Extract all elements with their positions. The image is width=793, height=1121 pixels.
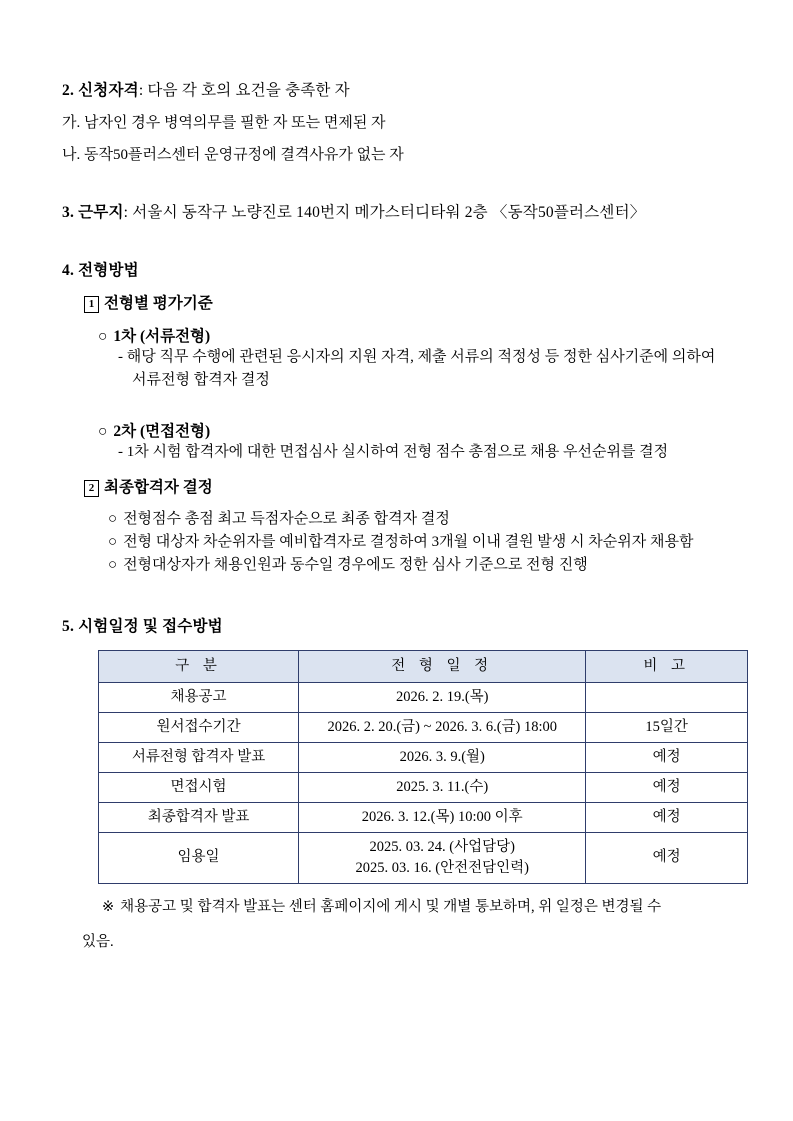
row-4-date: 2025. 3. 11.(수) <box>299 772 586 802</box>
section-workplace-number: 3. <box>62 204 75 221</box>
row-1-date: 2026. 2. 19.(목) <box>299 682 586 712</box>
section-workplace-title: 근무지 <box>78 204 124 221</box>
schedule-footnote-continued: 있음. <box>82 933 114 950</box>
box-number-2-icon: 2 <box>84 480 99 497</box>
section-qualification-subtext: : 다음 각 호의 요건을 충족한 자 <box>138 82 350 99</box>
row-6-division: 임용일 <box>99 832 299 883</box>
row-2-date: 2026. 2. 20.(금) ~ 2026. 3. 6.(금) 18:00 <box>299 712 586 742</box>
row-6-date-line-1: 2025. 03. 24. (사업담당) <box>369 838 515 855</box>
section-selection-title: 전형방법 <box>78 262 139 279</box>
circle-bullet-icon: ○ <box>108 510 118 527</box>
table-header-row <box>99 650 748 682</box>
table-header-note: 비 고 <box>586 650 748 682</box>
row-5-note: 예정 <box>586 802 748 832</box>
table-header-date: 전 형 일 정 <box>299 650 586 682</box>
schedule-footnote <box>102 896 731 919</box>
row-4-note: 예정 <box>586 772 748 802</box>
row-2-note: 15일간 <box>586 712 748 742</box>
circle-bullet-icon: ○ <box>108 534 118 550</box>
section-qualification-heading <box>62 78 731 100</box>
row-6-note: 예정 <box>586 832 748 883</box>
row-3-note: 예정 <box>586 742 748 772</box>
selection-sub2-label: 최종합격자 결정 <box>104 478 213 496</box>
table-row <box>99 682 748 712</box>
final-selection-item-1 <box>108 508 731 531</box>
circle-bullet-icon: ○ <box>98 422 108 440</box>
table-row <box>99 802 748 832</box>
table-row <box>99 742 748 772</box>
selection-sub2-heading <box>84 475 731 497</box>
section-schedule-heading <box>62 614 731 636</box>
stage-1-detail: - 해당 직무 수행에 관련된 응시자의 지원 자격, 제출 서류의 적정성 등 정한 심사기준에 의하여 서류전형 합격자 결정 <box>118 349 716 389</box>
row-3-date: 2026. 3. 9.(월) <box>299 742 586 772</box>
stage-2-heading <box>98 419 731 441</box>
table-row <box>99 832 748 883</box>
row-1-division: 채용공고 <box>99 682 299 712</box>
section-workplace-heading <box>62 200 731 222</box>
row-6-date <box>299 832 586 883</box>
qualification-item-1: 가. 남자인 경우 병역의무를 필한 자 또는 면제된 자 <box>62 115 386 131</box>
stage-1-heading <box>98 324 731 346</box>
stage-1-label: 1차 (서류전형) <box>113 328 211 345</box>
section-schedule-number: 5. <box>62 617 75 635</box>
final-selection-item-1-text: 전형점수 총점 최고 득점자순으로 최종 합격자 결정 <box>123 510 450 527</box>
note-mark-icon: ※ <box>102 898 115 915</box>
table-row <box>99 772 748 802</box>
schedule-footnote-line-1: 채용공고 및 합격자 발표는 센터 홈페이지에 게시 및 개별 통보하며, 위 일정은 변경될 수 <box>120 898 662 915</box>
stage-2-detail: - 1차 시험 합격자에 대한 면접심사 실시하여 전형 점수 총점으로 채용 우선순위를 결정 <box>118 443 669 460</box>
circle-bullet-icon: ○ <box>108 557 118 574</box>
section-selection-heading <box>62 258 731 280</box>
row-2-division: 원서접수기간 <box>99 712 299 742</box>
table-row <box>99 712 748 742</box>
section-schedule-title: 시험일정 및 접수방법 <box>78 617 223 635</box>
section-selection-number: 4. <box>62 262 75 279</box>
schedule-table <box>98 650 748 884</box>
table-header-division: 구 분 <box>99 650 299 682</box>
qualification-item-2: 나. 동작50플러스센터 운영규정에 결격사유가 없는 자 <box>62 147 404 163</box>
selection-sub1-label: 전형별 평가기준 <box>104 295 213 312</box>
row-5-date: 2026. 3. 12.(목) 10:00 이후 <box>299 802 586 832</box>
row-4-division: 면접시험 <box>99 772 299 802</box>
stage-2-label: 2차 (면접전형) <box>113 422 211 440</box>
row-5-division: 최종합격자 발표 <box>99 802 299 832</box>
circle-bullet-icon: ○ <box>98 328 108 345</box>
box-number-1-icon: 1 <box>84 296 99 313</box>
final-selection-item-3 <box>108 554 731 577</box>
section-workplace-text: : 서울시 동작구 노량진로 140번지 메가스터디타워 2층 〈동작50플러스센터〉 <box>123 204 646 221</box>
row-3-division: 서류전형 합격자 발표 <box>99 742 299 772</box>
section-qualification-number: 2. <box>62 82 75 99</box>
row-1-note <box>586 682 748 712</box>
section-qualification-title: 신청자격 <box>78 82 139 99</box>
row-6-date-line-2: 2025. 03. 16. (안전전담인력) <box>355 859 529 876</box>
final-selection-item-3-text: 전형대상자가 채용인원과 동수일 경우에도 정한 심사 기준으로 전형 진행 <box>123 557 588 574</box>
selection-sub1-heading <box>84 291 731 313</box>
final-selection-item-2-text: 전형 대상자 차순위자를 예비합격자로 결정하여 3개월 이내 결원 발생 시 차순위자 채용함 <box>123 534 694 550</box>
final-selection-item-2 <box>108 531 731 554</box>
